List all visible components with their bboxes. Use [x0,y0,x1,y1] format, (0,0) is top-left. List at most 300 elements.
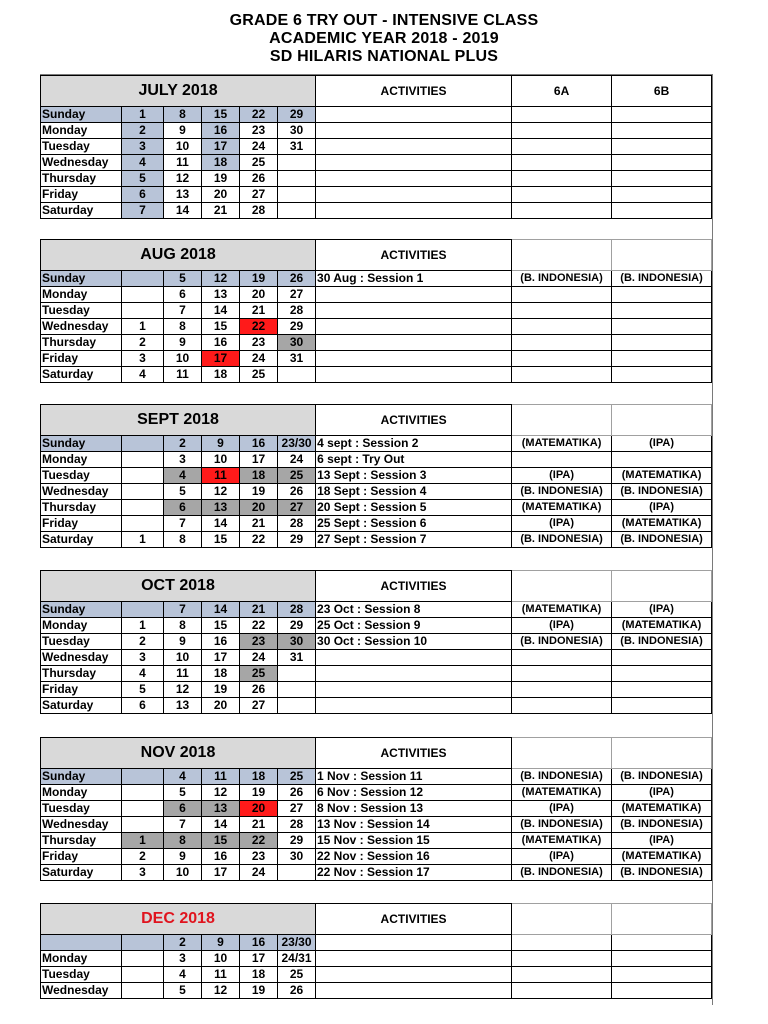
activity-cell [316,287,512,303]
class-6b-subject [612,951,712,967]
activity-cell: 15 Nov : Session 15 [316,833,512,849]
date-cell: 7 [164,303,202,319]
date-cell: 16 [240,935,278,951]
activity-cell: 6 Nov : Session 12 [316,785,512,801]
activity-cell [316,203,512,219]
class-6a-subject [512,123,612,139]
class-6a-subject [512,203,612,219]
class-6a-subject [512,682,612,698]
document-header [0,12,768,66]
class-6b-subject: (IPA) [612,500,712,516]
date-cell: 24 [240,865,278,881]
class-6b-subject [612,139,712,155]
class-6a-header [512,904,612,935]
date-cell: 22 [240,618,278,634]
class-6b-subject: (B. INDONESIA) [612,484,712,500]
activity-cell: 22 Nov : Session 16 [316,849,512,865]
date-cell: 7 [122,203,164,219]
weekday-label: Thursday [41,833,122,849]
date-cell: 29 [278,833,316,849]
class-6a-subject: (IPA) [512,468,612,484]
class-6a-header [512,571,612,602]
date-cell: 27 [278,287,316,303]
calendar-row [41,801,712,817]
date-cell: 28 [278,817,316,833]
class-6b-subject [612,666,712,682]
date-cell: 18 [202,367,240,383]
date-cell: 9 [164,849,202,865]
date-cell: 29 [278,107,316,123]
calendar-row [41,785,712,801]
calendar-row [41,303,712,319]
date-cell: 27 [240,698,278,714]
weekday-label: Tuesday [41,303,122,319]
activity-cell: 13 Sept : Session 3 [316,468,512,484]
class-6a-subject [512,951,612,967]
activities-header: ACTIVITIES [316,738,512,769]
date-cell: 21 [240,817,278,833]
date-cell: 28 [240,203,278,219]
date-cell [122,271,164,287]
activity-cell [316,951,512,967]
calendar-sheet [40,74,713,1005]
date-cell: 9 [164,123,202,139]
date-cell: 29 [278,618,316,634]
date-cell: 11 [202,967,240,983]
class-6b-subject [612,650,712,666]
class-6a-subject [512,303,612,319]
class-6b-subject [612,682,712,698]
date-cell: 5 [122,682,164,698]
weekday-label: Monday [41,618,122,634]
weekday-label: Wednesday [41,484,122,500]
date-cell: 14 [202,303,240,319]
activity-cell: 30 Oct : Session 10 [316,634,512,650]
class-6a-subject: (MATEMATIKA) [512,436,612,452]
date-cell [278,865,316,881]
calendar-row [41,666,712,682]
date-cell: 16 [240,436,278,452]
date-cell: 4 [164,769,202,785]
date-cell: 30 [278,123,316,139]
class-6b-subject [612,303,712,319]
calendar-row [41,951,712,967]
date-cell [122,500,164,516]
date-cell [278,203,316,219]
calendar-row [41,833,712,849]
class-6a-subject [512,319,612,335]
date-cell: 6 [122,698,164,714]
weekday-label: Saturday [41,532,122,548]
calendar-row [41,187,712,203]
weekday-label: Wednesday [41,155,122,171]
class-6a-subject [512,666,612,682]
class-6b-subject [612,367,712,383]
calendar-row [41,287,712,303]
activity-cell [316,123,512,139]
date-cell: 19 [240,271,278,287]
class-6b-subject [612,935,712,951]
calendar-row [41,682,712,698]
calendar-row [41,650,712,666]
date-cell: 23 [240,634,278,650]
date-cell: 7 [164,516,202,532]
date-cell: 10 [164,650,202,666]
date-cell [122,785,164,801]
date-cell: 25 [240,367,278,383]
date-cell: 7 [164,602,202,618]
date-cell: 31 [278,139,316,155]
class-6a-subject [512,335,612,351]
class-6b-header [612,738,712,769]
date-cell: 13 [202,500,240,516]
class-6a-subject: (IPA) [512,618,612,634]
activity-cell: 20 Sept : Session 5 [316,500,512,516]
date-cell: 20 [202,698,240,714]
class-6b-subject: (B. INDONESIA) [612,817,712,833]
weekday-label: Thursday [41,666,122,682]
weekday-label: Sunday [41,271,122,287]
date-cell: 30 [278,335,316,351]
class-6a-subject: (IPA) [512,801,612,817]
date-cell: 25 [278,967,316,983]
date-cell [122,983,164,999]
class-6b-subject: (IPA) [612,436,712,452]
activity-cell [316,666,512,682]
date-cell: 2 [122,634,164,650]
weekday-label: Wednesday [41,817,122,833]
date-cell: 20 [202,187,240,203]
activity-cell: 30 Aug : Session 1 [316,271,512,287]
month-table [40,737,712,881]
date-cell: 27 [278,500,316,516]
date-cell [122,817,164,833]
date-cell: 6 [122,187,164,203]
calendar-row [41,769,712,785]
date-cell: 6 [164,500,202,516]
date-cell: 16 [202,335,240,351]
date-cell: 28 [278,602,316,618]
class-6a-subject: (B. INDONESIA) [512,865,612,881]
date-cell: 30 [278,849,316,865]
weekday-label: Tuesday [41,967,122,983]
date-cell [278,367,316,383]
date-cell: 31 [278,351,316,367]
date-cell: 17 [202,351,240,367]
date-cell: 18 [202,155,240,171]
date-cell: 8 [164,319,202,335]
activity-cell: 1 Nov : Session 11 [316,769,512,785]
date-cell: 20 [240,500,278,516]
date-cell: 2 [122,123,164,139]
month-table [40,239,712,383]
date-cell: 10 [164,351,202,367]
class-6b-subject [612,287,712,303]
date-cell: 3 [122,351,164,367]
date-cell: 26 [278,484,316,500]
activities-header: ACTIVITIES [316,904,512,935]
class-6b-subject [612,351,712,367]
weekday-label: Tuesday [41,634,122,650]
date-cell [122,967,164,983]
date-cell: 10 [164,139,202,155]
class-6b-subject: (IPA) [612,785,712,801]
date-cell: 26 [278,785,316,801]
date-cell: 23/30 [278,935,316,951]
class-6a-subject: (B. INDONESIA) [512,817,612,833]
calendar-row [41,484,712,500]
activity-cell: 8 Nov : Session 13 [316,801,512,817]
activities-header: ACTIVITIES [316,76,512,107]
weekday-label: Saturday [41,367,122,383]
weekday-label: Sunday [41,107,122,123]
date-cell: 24 [240,650,278,666]
weekday-label: Sunday [41,769,122,785]
date-cell [122,769,164,785]
class-6a-subject [512,287,612,303]
date-cell: 5 [122,171,164,187]
class-6b-subject: (B. INDONESIA) [612,865,712,881]
date-cell: 21 [202,203,240,219]
date-cell: 25 [278,468,316,484]
activity-cell: 25 Oct : Session 9 [316,618,512,634]
date-cell [278,155,316,171]
activity-cell: 23 Oct : Session 8 [316,602,512,618]
weekday-label: Thursday [41,500,122,516]
class-6b-subject [612,187,712,203]
weekday-label: Thursday [41,335,122,351]
activity-cell [316,335,512,351]
date-cell: 3 [122,865,164,881]
calendar-row [41,935,712,951]
date-cell: 20 [240,287,278,303]
month-title: OCT 2018 [41,571,316,602]
date-cell: 1 [122,618,164,634]
month-table [40,570,712,714]
date-cell: 18 [240,967,278,983]
activity-cell [316,155,512,171]
calendar-row [41,319,712,335]
date-cell: 24 [240,351,278,367]
date-cell: 9 [164,335,202,351]
date-cell [122,468,164,484]
activities-header: ACTIVITIES [316,405,512,436]
class-6a-subject: (B. INDONESIA) [512,484,612,500]
date-cell: 6 [164,801,202,817]
date-cell: 23 [240,335,278,351]
date-cell: 17 [202,650,240,666]
class-6a-subject: (B. INDONESIA) [512,769,612,785]
calendar-row [41,865,712,881]
calendar-row [41,849,712,865]
weekday-label: Tuesday [41,468,122,484]
date-cell: 15 [202,833,240,849]
activity-cell [316,698,512,714]
class-6b-subject [612,319,712,335]
date-cell: 11 [202,769,240,785]
date-cell: 25 [278,769,316,785]
calendar-row [41,698,712,714]
calendar-row [41,500,712,516]
calendar-row [41,367,712,383]
header-title-line-1: GRADE 6 TRY OUT - INTENSIVE CLASS [229,12,539,29]
month-title: JULY 2018 [41,76,316,107]
date-cell: 19 [202,682,240,698]
class-6b-subject [612,123,712,139]
weekday-label: Tuesday [41,139,122,155]
date-cell: 1 [122,107,164,123]
weekday-label: Tuesday [41,801,122,817]
date-cell: 19 [202,171,240,187]
weekday-label: Friday [41,187,122,203]
date-cell: 4 [122,666,164,682]
calendar-row [41,532,712,548]
calendar-row [41,516,712,532]
activity-cell [316,650,512,666]
activity-cell [316,967,512,983]
weekday-label: Sunday [41,436,122,452]
month-title: SEPT 2018 [41,405,316,436]
weekday-label: Saturday [41,865,122,881]
date-cell: 11 [164,155,202,171]
weekday-label: Saturday [41,203,122,219]
date-cell [122,484,164,500]
weekday-label: Wednesday [41,983,122,999]
class-6b-subject: (IPA) [612,602,712,618]
weekday-label: Thursday [41,171,122,187]
date-cell: 29 [278,319,316,335]
date-cell [122,287,164,303]
date-cell: 22 [240,833,278,849]
date-cell: 2 [164,935,202,951]
date-cell [278,171,316,187]
date-cell: 4 [122,367,164,383]
class-6b-subject [612,203,712,219]
date-cell: 19 [240,785,278,801]
date-cell: 21 [240,516,278,532]
month-title: AUG 2018 [41,240,316,271]
date-cell: 24/31 [278,951,316,967]
month-title: NOV 2018 [41,738,316,769]
date-cell: 20 [240,801,278,817]
class-6b-subject: (MATEMATIKA) [612,801,712,817]
class-6b-header: 6B [612,76,712,107]
date-cell: 13 [164,187,202,203]
class-6a-subject: (MATEMATIKA) [512,500,612,516]
class-6a-header [512,240,612,271]
date-cell: 14 [202,602,240,618]
date-cell: 15 [202,319,240,335]
calendar-row [41,155,712,171]
class-6b-subject [612,452,712,468]
date-cell: 13 [202,801,240,817]
activity-cell: 27 Sept : Session 7 [316,532,512,548]
class-6b-subject [612,335,712,351]
month-block [40,404,712,548]
class-6a-subject [512,983,612,999]
weekday-label: Monday [41,452,122,468]
date-cell: 5 [164,983,202,999]
date-cell [122,951,164,967]
calendar-row [41,171,712,187]
date-cell: 14 [202,516,240,532]
month-block [40,570,712,714]
activity-cell: 6 sept : Try Out [316,452,512,468]
date-cell: 8 [164,833,202,849]
date-cell: 4 [164,967,202,983]
calendar-row [41,602,712,618]
date-cell: 2 [164,436,202,452]
date-cell: 13 [202,287,240,303]
activity-cell [316,171,512,187]
date-cell: 30 [278,634,316,650]
class-6b-subject [612,967,712,983]
class-6a-subject [512,187,612,203]
date-cell: 31 [278,650,316,666]
weekday-label: Wednesday [41,319,122,335]
calendar-row [41,436,712,452]
class-6a-subject [512,139,612,155]
date-cell [122,801,164,817]
calendar-row [41,203,712,219]
class-6a-subject [512,155,612,171]
date-cell: 11 [164,367,202,383]
date-cell: 17 [240,452,278,468]
weekday-label [41,935,122,951]
month-block [40,239,712,383]
calendar-row [41,139,712,155]
activity-cell [316,367,512,383]
class-6a-subject [512,935,612,951]
calendar-row [41,618,712,634]
date-cell: 2 [122,335,164,351]
weekday-label: Monday [41,785,122,801]
activity-cell [316,351,512,367]
calendar-row [41,967,712,983]
date-cell [278,682,316,698]
date-cell [122,303,164,319]
weekday-label: Monday [41,287,122,303]
activity-cell: 25 Sept : Session 6 [316,516,512,532]
calendar-row [41,123,712,139]
date-cell: 8 [164,618,202,634]
date-cell: 25 [240,666,278,682]
class-6a-subject: (MATEMATIKA) [512,785,612,801]
date-cell: 28 [278,516,316,532]
activity-cell [316,139,512,155]
date-cell: 13 [164,698,202,714]
date-cell: 14 [164,203,202,219]
activity-cell: 4 sept : Session 2 [316,436,512,452]
class-6a-subject: (MATEMATIKA) [512,602,612,618]
date-cell: 9 [164,634,202,650]
class-6b-header [612,571,712,602]
month-table [40,75,712,219]
date-cell [278,666,316,682]
calendar-row [41,351,712,367]
class-6b-header [612,240,712,271]
date-cell: 5 [164,484,202,500]
date-cell: 25 [240,155,278,171]
date-cell: 15 [202,532,240,548]
activity-cell [316,107,512,123]
date-cell: 19 [240,983,278,999]
date-cell: 1 [122,319,164,335]
date-cell: 14 [202,817,240,833]
class-6b-subject [612,983,712,999]
class-6a-subject [512,967,612,983]
date-cell [122,602,164,618]
